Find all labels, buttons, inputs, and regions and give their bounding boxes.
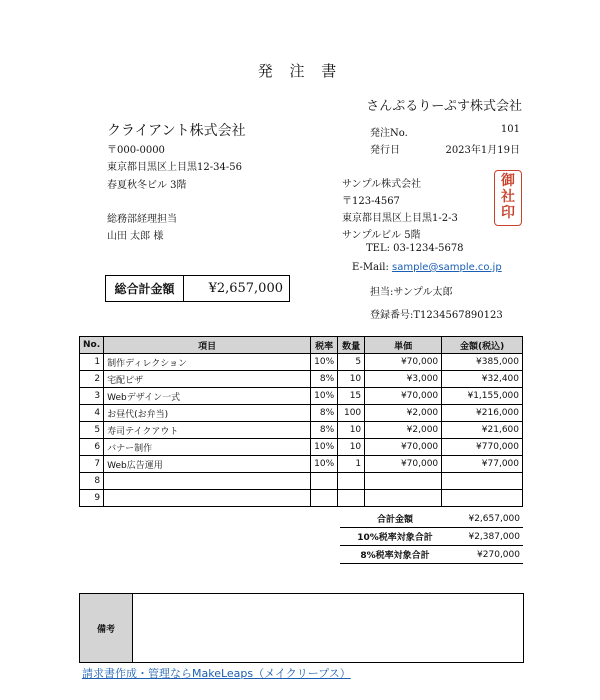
- summary-row: [340, 510, 523, 528]
- table-row: [80, 422, 523, 439]
- vendor-name: サンプル株式会社: [342, 179, 422, 190]
- row-tax: 10%: [311, 456, 338, 473]
- page-title: 発 注 書: [257, 62, 343, 80]
- row-price: [365, 473, 442, 490]
- row-item: Web広告運用: [104, 456, 311, 473]
- client-address2: 春夏秋冬ビル 3階: [107, 180, 187, 191]
- vendor-registration-number: 登録番号:T1234567890123: [370, 310, 503, 321]
- row-tax: 10%: [311, 388, 338, 405]
- col-amount-header: 金額(税込): [442, 337, 523, 354]
- row-price: ¥2,000: [365, 422, 442, 439]
- row-tax: [311, 490, 338, 507]
- grand-total-box: [105, 275, 290, 302]
- row-no: 1: [80, 354, 104, 371]
- makeleaps-footer-link[interactable]: 請求書作成・管理ならMakeLeaps（メイクリープス）: [82, 667, 351, 680]
- row-price: ¥70,000: [365, 354, 442, 371]
- vendor-email-link[interactable]: sample@sample.co.jp: [392, 262, 502, 273]
- issue-date-label: 発行日: [370, 145, 400, 156]
- row-item: Webデザイン一式: [104, 388, 311, 405]
- client-name: クライアント株式会社: [107, 123, 246, 139]
- vendor-contact: 担当:サンプル太郎: [370, 287, 453, 298]
- row-no: 6: [80, 439, 104, 456]
- table-row: [80, 473, 523, 490]
- row-tax: 8%: [311, 371, 338, 388]
- row-no: 2: [80, 371, 104, 388]
- row-price: ¥70,000: [365, 456, 442, 473]
- vendor-email-label: E-Mail:: [352, 262, 389, 273]
- row-qty: 1: [338, 456, 365, 473]
- row-tax: 8%: [311, 405, 338, 422]
- table-row: [80, 490, 523, 507]
- order-no-label: 発注No.: [370, 128, 408, 139]
- summary-row: [340, 546, 523, 564]
- row-no: 3: [80, 388, 104, 405]
- row-qty: 5: [338, 354, 365, 371]
- vendor-tel: TEL: 03-1234-5678: [366, 243, 464, 254]
- vendor-postal: 〒123-4567: [342, 196, 400, 207]
- row-no: 4: [80, 405, 104, 422]
- row-price: [365, 490, 442, 507]
- row-item: 宅配ピザ: [104, 371, 311, 388]
- row-item: 制作ディレクション: [104, 354, 311, 371]
- row-price: ¥3,000: [365, 371, 442, 388]
- notes-box: [79, 593, 524, 663]
- row-tax: [311, 473, 338, 490]
- row-item: 寿司テイクアウト: [104, 422, 311, 439]
- row-no: 8: [80, 473, 104, 490]
- notes-content[interactable]: [133, 594, 523, 662]
- grand-total-label: 総合計金額: [106, 276, 184, 301]
- row-amount: ¥77,000: [442, 456, 523, 473]
- row-amount: [442, 473, 523, 490]
- row-amount: ¥770,000: [442, 439, 523, 456]
- table-row: [80, 405, 523, 422]
- row-amount: [442, 490, 523, 507]
- summary-value: ¥2,657,000: [450, 510, 523, 528]
- row-price: ¥70,000: [365, 439, 442, 456]
- summary-label: 8%税率対象合計: [340, 546, 450, 564]
- row-qty: 10: [338, 439, 365, 456]
- order-no-value: 101: [500, 124, 520, 135]
- sender-company-header: さんぷるりーぷす株式会社: [366, 99, 522, 114]
- col-qty-header: 数量: [338, 337, 365, 354]
- items-table-header: [80, 337, 523, 354]
- row-item: お昼代(お弁当): [104, 405, 311, 422]
- grand-total-value: ¥2,657,000: [208, 281, 283, 296]
- items-table: [79, 336, 523, 507]
- table-row: [80, 388, 523, 405]
- issue-date-value: 2023年1月19日: [445, 145, 520, 156]
- table-row: [80, 371, 523, 388]
- col-price-header: 単価: [365, 337, 442, 354]
- col-item-header: 項目: [104, 337, 311, 354]
- row-amount: ¥32,400: [442, 371, 523, 388]
- row-no: 9: [80, 490, 104, 507]
- vendor-email-row: [352, 262, 502, 273]
- row-qty: 100: [338, 405, 365, 422]
- vendor-address2: サンプルビル 5階: [342, 230, 421, 241]
- row-tax: 8%: [311, 422, 338, 439]
- table-row: [80, 439, 523, 456]
- summary-table: [340, 510, 523, 564]
- row-qty: 10: [338, 371, 365, 388]
- vendor-address1: 東京都目黒区上目黒1-2-3: [342, 213, 458, 224]
- row-item: [104, 473, 311, 490]
- col-no-header: No.: [80, 337, 104, 354]
- row-no: 5: [80, 422, 104, 439]
- row-qty: [338, 473, 365, 490]
- client-postal: 〒000-0000: [107, 145, 165, 156]
- client-address1: 東京都目黒区上目黒12-34-56: [107, 162, 242, 173]
- col-tax-header: 税率: [311, 337, 338, 354]
- table-row: [80, 456, 523, 473]
- company-seal-stamp: 御 社 印: [494, 170, 522, 226]
- summary-label: 合計金額: [340, 510, 450, 528]
- row-price: ¥2,000: [365, 405, 442, 422]
- row-price: ¥70,000: [365, 388, 442, 405]
- row-amount: ¥1,155,000: [442, 388, 523, 405]
- row-qty: [338, 490, 365, 507]
- client-person: 山田 太郎 様: [107, 231, 164, 242]
- row-amount: ¥21,600: [442, 422, 523, 439]
- row-amount: ¥216,000: [442, 405, 523, 422]
- summary-value: ¥2,387,000: [450, 528, 523, 546]
- row-qty: 10: [338, 422, 365, 439]
- row-no: 7: [80, 456, 104, 473]
- summary-label: 10%税率対象合計: [340, 528, 450, 546]
- client-department: 総務部経理担当: [107, 214, 177, 225]
- row-tax: 10%: [311, 354, 338, 371]
- row-qty: 15: [338, 388, 365, 405]
- table-row: [80, 354, 523, 371]
- summary-value: ¥270,000: [450, 546, 523, 564]
- row-item: バナー制作: [104, 439, 311, 456]
- row-amount: ¥385,000: [442, 354, 523, 371]
- row-item: [104, 490, 311, 507]
- notes-label: 備考: [80, 594, 133, 662]
- row-tax: 10%: [311, 439, 338, 456]
- summary-row: [340, 528, 523, 546]
